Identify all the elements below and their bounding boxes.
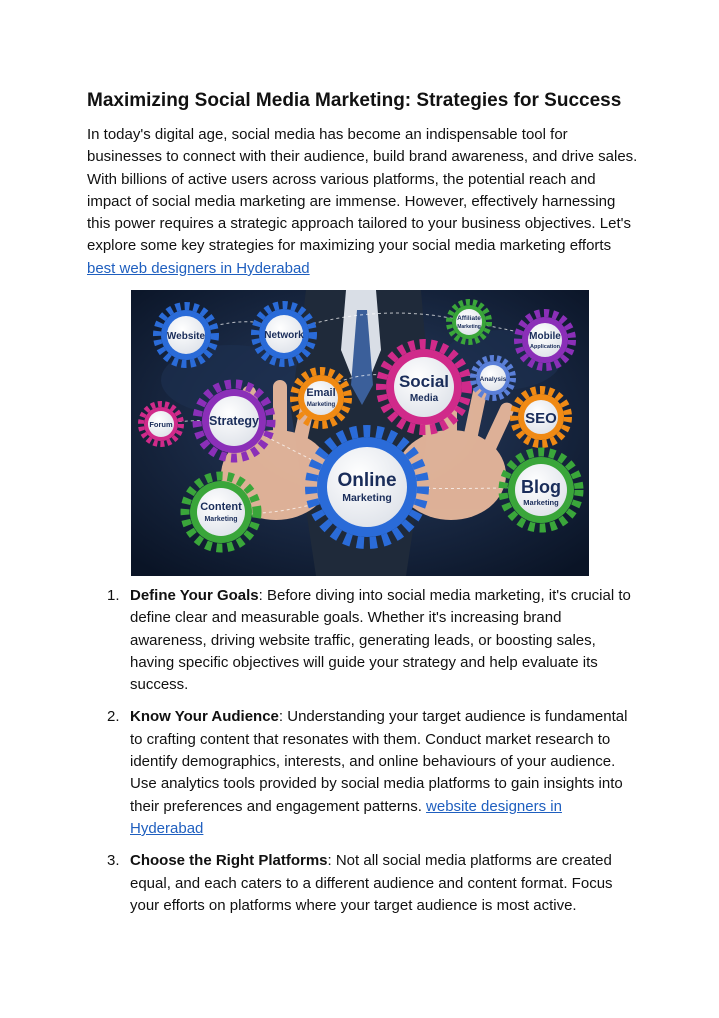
list-body: : Understanding your target audience is fundamental to crafting content that resonates with them. Conduct market research to identify demographics, interests, and online behaviours of your audience. Use analytics tools provided by social media platforms to gain insights into their preferences and engagement patterns. [130, 708, 628, 815]
gear-online-sublabel: Marketing [342, 492, 392, 504]
gear-seo-label: SEO [525, 410, 557, 427]
gear-email-label: Email [306, 387, 336, 399]
gear-mobile-sublabel: Application [530, 344, 560, 350]
list-body: : Before diving into social media marketing, it's crucial to define clear and measurable goals. Whether it's increasing brand awareness, driving website traffic, generating leads, or boosting sales, having specific objectives will guide your strategy and help evaluate its success. [130, 587, 631, 694]
gear-email-sublabel: Marketing [306, 402, 336, 408]
list-item [107, 706, 635, 840]
gear-forum-label: Forum [149, 420, 173, 429]
gear-analysis-label: Analysis [479, 376, 507, 383]
gear-content-label: Content [200, 501, 242, 513]
page-title: Maximizing Social Media Marketing: Strategies for Success [87, 90, 622, 111]
list-item [107, 585, 635, 696]
gear-social [381, 344, 467, 430]
intro-link[interactable]: best web designers in Hyderabad [87, 259, 310, 277]
gear-website-label: Website [166, 331, 206, 342]
hero-image [131, 290, 589, 576]
list-link[interactable]: website designers in Hyderabad [130, 797, 562, 837]
gear-social-sublabel: Media [409, 393, 439, 404]
list-heading: Define Your Goals [130, 587, 259, 604]
gear-mobile-label: Mobile [529, 331, 561, 342]
strategy-list [107, 585, 635, 927]
intro-paragraph [87, 124, 642, 280]
list-heading: Choose the Right Platforms [130, 852, 328, 870]
list-body: : Not all social media platforms are created equal, and each caters to a different audience and content format. Focus your efforts on platforms where your target audience is most active. [130, 852, 613, 914]
gear-affiliate-sublabel: Marketing [457, 324, 481, 330]
gear-blog-label: Blog [521, 477, 561, 497]
list-heading: Know Your Audience [130, 708, 279, 726]
list-number: 2. [107, 708, 120, 726]
gear-affiliate-label: Affiliate [457, 315, 481, 322]
gear-content-sublabel: Marketing [204, 516, 238, 523]
gear-strategy-label: Strategy [208, 414, 260, 428]
gear-network-label: Network [264, 330, 304, 341]
gear-social-label: Social [398, 372, 450, 391]
intro-text: In today's digital age, social media has become an indispensable tool for businesses to connect with their audience, build brand awareness, and drive sales. With billions of active users across various platforms, the potential reach and impact of social media marketing are immense. However, effectively harnessing this power requires a strategic approach tailored to your business objectives. Let's explore some key strategies for maximizing your social media marketing efforts [87, 126, 638, 255]
gear-online-label: Online [337, 470, 397, 491]
list-number: 1. [107, 587, 120, 604]
social-media-gears-illustration [131, 290, 589, 576]
gear-blog-sublabel: Marketing [523, 498, 559, 507]
list-number: 3. [107, 852, 120, 870]
list-item [107, 850, 635, 917]
